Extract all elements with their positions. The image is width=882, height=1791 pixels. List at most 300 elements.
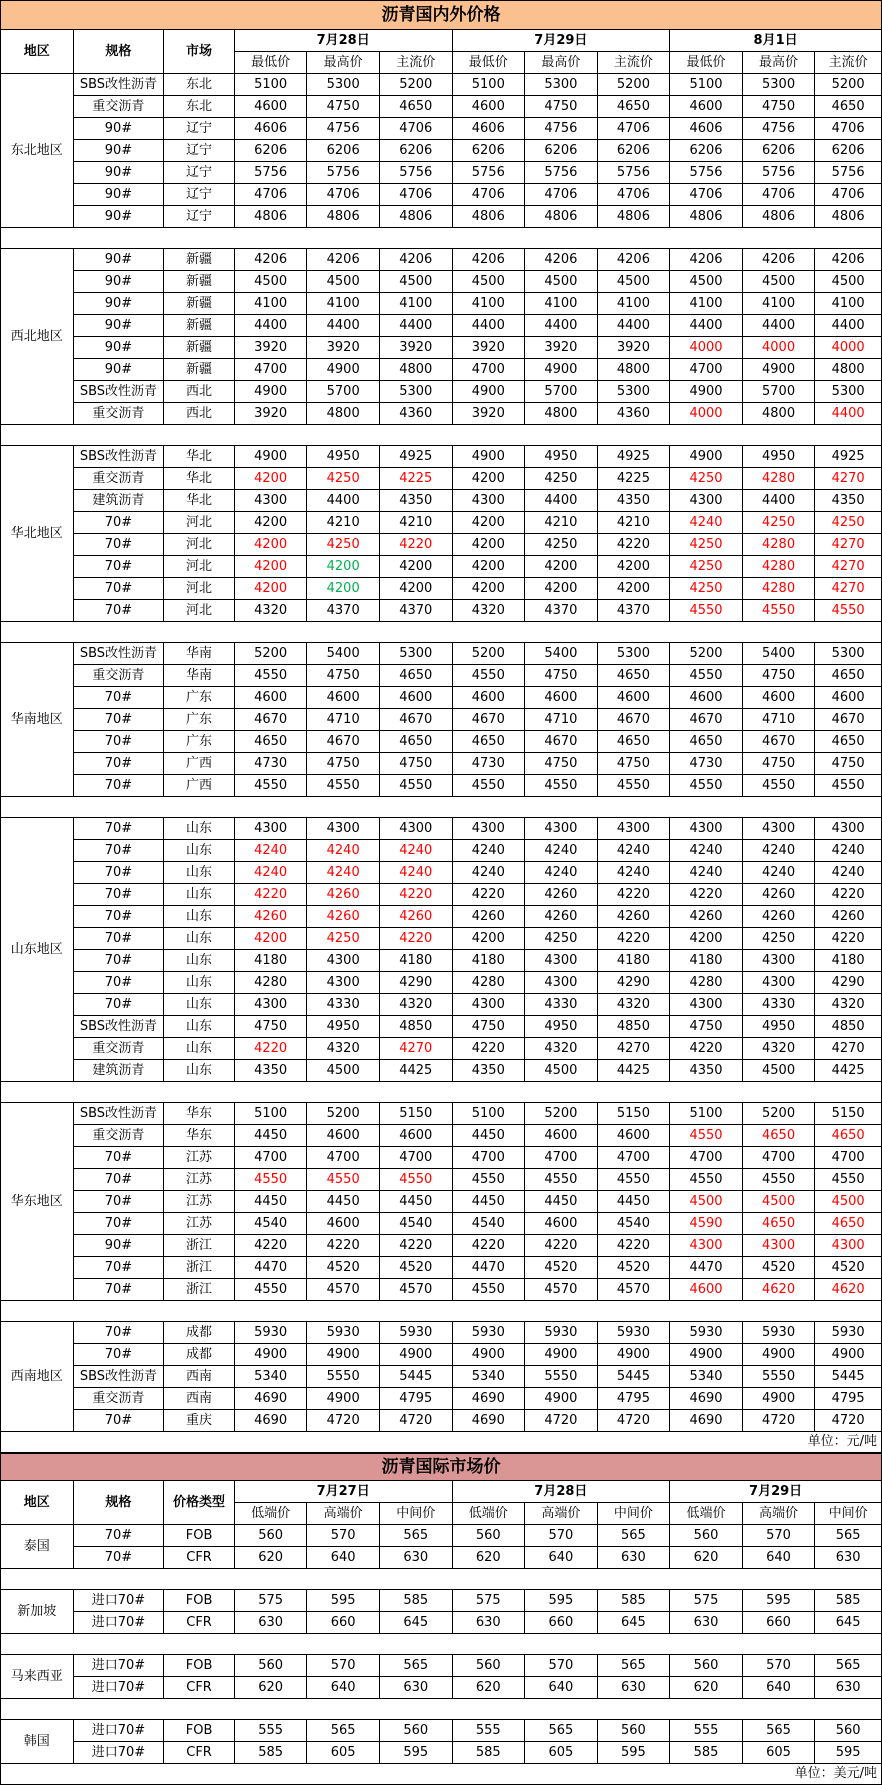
price-cell: 620 <box>452 1547 525 1569</box>
price-cell: 4700 <box>815 1147 882 1169</box>
price-cell: 4795 <box>379 1388 452 1410</box>
price-cell: 4200 <box>525 578 598 600</box>
region-cell: 西北地区 <box>1 249 74 425</box>
price-cell: 4806 <box>307 206 380 228</box>
price-cell: 4240 <box>452 840 525 862</box>
table-row <box>1 1147 882 1169</box>
separator-row <box>1 622 882 643</box>
price-cell: 4600 <box>307 687 380 709</box>
price-cell: 4550 <box>742 1169 815 1191</box>
price-cell: 4100 <box>307 293 380 315</box>
table-row <box>1 140 882 162</box>
price-cell: 640 <box>525 1677 598 1699</box>
price-cell: 4100 <box>670 293 743 315</box>
market-cell: 成都 <box>164 1344 235 1366</box>
header-date-3: 8月1日 <box>670 30 882 52</box>
price-cell: 4750 <box>234 1016 307 1038</box>
price-cell: 5445 <box>597 1366 670 1388</box>
price-cell: 4950 <box>742 1016 815 1038</box>
price-cell: 4210 <box>525 512 598 534</box>
table-row <box>1 249 882 271</box>
market-cell: 山东 <box>164 906 235 928</box>
price-cell: 4730 <box>452 753 525 775</box>
price-cell: 4900 <box>525 1388 598 1410</box>
price-cell: 5200 <box>234 643 307 665</box>
spec-cell: 90# <box>73 140 164 162</box>
price-cell: 4180 <box>815 950 882 972</box>
market-cell: 浙江 <box>164 1279 235 1301</box>
price-cell: 640 <box>307 1547 380 1569</box>
price-cell: 4220 <box>379 1235 452 1257</box>
price-cell: 5756 <box>815 162 882 184</box>
spec-cell: 进口70# <box>73 1612 164 1634</box>
spec-cell: 70# <box>73 884 164 906</box>
market-cell: 华北 <box>164 490 235 512</box>
sub-header: 最高价 <box>307 52 380 74</box>
price-cell: 4370 <box>307 600 380 622</box>
price-cell: 4180 <box>379 950 452 972</box>
table-row <box>1 1547 882 1569</box>
price-cell: 4600 <box>307 1213 380 1235</box>
price-cell: 5200 <box>670 643 743 665</box>
price-cell: 4500 <box>670 271 743 293</box>
market-cell: 河北 <box>164 512 235 534</box>
price-cell: 565 <box>742 1720 815 1742</box>
spec-cell: 重交沥青 <box>73 468 164 490</box>
spec-cell: 90# <box>73 337 164 359</box>
price-cell: 4400 <box>742 490 815 512</box>
price-cell: 4520 <box>742 1257 815 1279</box>
price-cell: 5445 <box>815 1366 882 1388</box>
price-cell: 4250 <box>670 556 743 578</box>
price-cell: 5400 <box>307 643 380 665</box>
price-cell: 4650 <box>379 731 452 753</box>
price-cell: 4550 <box>670 775 743 797</box>
spec-cell: 90# <box>73 359 164 381</box>
price-cell: 5930 <box>815 1322 882 1344</box>
price-cell: 560 <box>670 1525 743 1547</box>
price-cell: 4320 <box>307 1038 380 1060</box>
price-cell: 4260 <box>742 906 815 928</box>
price-cell: 4806 <box>452 206 525 228</box>
price-cell: 4300 <box>742 972 815 994</box>
price-cell: 4250 <box>307 468 380 490</box>
price-cell: 595 <box>815 1742 882 1764</box>
price-cell: 4806 <box>234 206 307 228</box>
price-type-cell: CFR <box>164 1677 235 1699</box>
price-cell: 3920 <box>234 337 307 359</box>
table-row <box>1 1655 882 1677</box>
price-cell: 560 <box>670 1655 743 1677</box>
separator-row <box>1 1699 882 1720</box>
price-cell: 4690 <box>670 1388 743 1410</box>
price-cell: 4180 <box>597 950 670 972</box>
sub-header: 主流价 <box>379 52 452 74</box>
price-cell: 5756 <box>670 162 743 184</box>
price-cell: 4300 <box>452 994 525 1016</box>
price-cell: 4450 <box>452 1125 525 1147</box>
price-cell: 595 <box>525 1590 598 1612</box>
table-row <box>1 1103 882 1125</box>
price-cell: 570 <box>307 1655 380 1677</box>
price-cell: 4600 <box>452 687 525 709</box>
price-cell: 4700 <box>379 1147 452 1169</box>
price-cell: 4700 <box>670 359 743 381</box>
price-cell: 4620 <box>742 1279 815 1301</box>
price-cell: 4200 <box>234 578 307 600</box>
table-row <box>1 1388 882 1410</box>
price-cell: 4795 <box>597 1388 670 1410</box>
table-row <box>1 1279 882 1301</box>
price-cell: 4500 <box>742 1060 815 1082</box>
price-cell: 4850 <box>815 1016 882 1038</box>
price-cell: 4200 <box>452 928 525 950</box>
price-cell: 4700 <box>742 1147 815 1169</box>
price-cell: 4706 <box>815 118 882 140</box>
market-cell: 山东 <box>164 1038 235 1060</box>
price-cell: 4500 <box>525 271 598 293</box>
price-cell: 4330 <box>525 994 598 1016</box>
price-cell: 4320 <box>234 600 307 622</box>
price-cell: 4250 <box>742 928 815 950</box>
price-cell: 4206 <box>379 249 452 271</box>
table-row <box>1 775 882 797</box>
price-cell: 4200 <box>452 578 525 600</box>
price-cell: 4450 <box>597 1191 670 1213</box>
price-cell: 640 <box>742 1677 815 1699</box>
price-cell: 5756 <box>234 162 307 184</box>
price-cell: 4450 <box>307 1191 380 1213</box>
market-cell: 浙江 <box>164 1257 235 1279</box>
price-cell: 4750 <box>525 96 598 118</box>
price-cell: 4206 <box>525 249 598 271</box>
price-cell: 4240 <box>742 840 815 862</box>
price-cell: 5930 <box>525 1322 598 1344</box>
spec-cell: 70# <box>73 578 164 600</box>
spec-cell: 70# <box>73 687 164 709</box>
separator-row <box>1 1301 882 1322</box>
market-cell: 新疆 <box>164 359 235 381</box>
price-cell: 4550 <box>379 1169 452 1191</box>
table-row <box>1 1410 882 1432</box>
price-cell: 620 <box>670 1677 743 1699</box>
price-cell: 5300 <box>379 381 452 403</box>
price-cell: 4550 <box>597 1169 670 1191</box>
price-cell: 4670 <box>815 709 882 731</box>
price-cell: 4900 <box>742 359 815 381</box>
price-cell: 4240 <box>234 840 307 862</box>
price-cell: 4650 <box>815 96 882 118</box>
price-cell: 4240 <box>670 862 743 884</box>
price-cell: 4400 <box>670 315 743 337</box>
price-cell: 4400 <box>815 315 882 337</box>
price-cell: 4720 <box>525 1410 598 1432</box>
table-row <box>1 972 882 994</box>
price-cell: 4270 <box>815 468 882 490</box>
price-cell: 4570 <box>525 1279 598 1301</box>
price-cell: 595 <box>742 1590 815 1612</box>
price-cell: 4300 <box>670 490 743 512</box>
spec-cell: 重交沥青 <box>73 1038 164 1060</box>
price-cell: 4500 <box>742 271 815 293</box>
price-cell: 5100 <box>452 74 525 96</box>
price-cell: 4180 <box>452 950 525 972</box>
price-cell: 4240 <box>379 862 452 884</box>
price-cell: 4900 <box>307 1344 380 1366</box>
price-cell: 4706 <box>742 184 815 206</box>
price-cell: 6206 <box>234 140 307 162</box>
price-cell: 5200 <box>525 1103 598 1125</box>
market-cell: 西北 <box>164 381 235 403</box>
price-cell: 4700 <box>525 1147 598 1169</box>
price-cell: 4750 <box>742 753 815 775</box>
table-row <box>1 1169 882 1191</box>
price-cell: 4200 <box>234 512 307 534</box>
price-cell: 4200 <box>452 512 525 534</box>
price-cell: 4550 <box>452 1279 525 1301</box>
header-spec: 规格 <box>73 30 164 74</box>
price-cell: 585 <box>234 1742 307 1764</box>
price-cell: 3920 <box>307 337 380 359</box>
price-cell: 4600 <box>307 1125 380 1147</box>
market-cell: 河北 <box>164 578 235 600</box>
price-cell: 4250 <box>670 578 743 600</box>
price-cell: 4200 <box>307 556 380 578</box>
price-cell: 4320 <box>452 600 525 622</box>
price-cell: 4220 <box>452 884 525 906</box>
market-cell: 新疆 <box>164 249 235 271</box>
price-cell: 570 <box>742 1655 815 1677</box>
price-cell: 640 <box>525 1547 598 1569</box>
price-cell: 4900 <box>379 1344 452 1366</box>
spec-cell: 90# <box>73 118 164 140</box>
price-cell: 5550 <box>742 1366 815 1388</box>
price-cell: 5756 <box>742 162 815 184</box>
price-cell: 4000 <box>670 337 743 359</box>
price-cell: 4260 <box>670 906 743 928</box>
price-cell: 6206 <box>525 140 598 162</box>
price-cell: 4260 <box>742 884 815 906</box>
market-cell: 河北 <box>164 600 235 622</box>
market-cell: 辽宁 <box>164 162 235 184</box>
market-cell: 辽宁 <box>164 184 235 206</box>
price-cell: 4400 <box>525 315 598 337</box>
spec-cell: 70# <box>73 600 164 622</box>
price-cell: 4650 <box>815 731 882 753</box>
price-cell: 4300 <box>742 818 815 840</box>
price-cell: 4320 <box>597 994 670 1016</box>
market-cell: 山东 <box>164 1060 235 1082</box>
price-cell: 4240 <box>452 862 525 884</box>
price-cell: 4270 <box>597 1038 670 1060</box>
price-cell: 4650 <box>815 1213 882 1235</box>
separator-row <box>1 1634 882 1655</box>
price-cell: 4540 <box>234 1213 307 1235</box>
price-cell: 4706 <box>597 118 670 140</box>
spec-cell: SBS改性沥青 <box>73 1103 164 1125</box>
price-cell: 5700 <box>742 381 815 403</box>
price-cell: 4220 <box>597 928 670 950</box>
price-cell: 4900 <box>234 446 307 468</box>
price-cell: 4670 <box>379 709 452 731</box>
price-cell: 630 <box>452 1612 525 1634</box>
price-cell: 4220 <box>379 884 452 906</box>
price-cell: 4650 <box>742 1125 815 1147</box>
price-cell: 4220 <box>452 1038 525 1060</box>
price-cell: 4370 <box>525 600 598 622</box>
price-cell: 4260 <box>597 906 670 928</box>
price-cell: 4700 <box>234 1147 307 1169</box>
price-cell: 4500 <box>597 271 670 293</box>
market-cell: 广东 <box>164 687 235 709</box>
price-cell: 5550 <box>525 1366 598 1388</box>
price-cell: 4806 <box>670 206 743 228</box>
price-cell: 4220 <box>670 884 743 906</box>
price-cell: 4550 <box>307 775 380 797</box>
price-cell: 630 <box>597 1677 670 1699</box>
price-type-cell: FOB <box>164 1525 235 1547</box>
price-cell: 4600 <box>742 687 815 709</box>
spec-cell: 90# <box>73 162 164 184</box>
spec-cell: 建筑沥青 <box>73 1060 164 1082</box>
price-cell: 4370 <box>597 600 670 622</box>
price-cell: 560 <box>597 1720 670 1742</box>
price-cell: 4225 <box>597 468 670 490</box>
table-row <box>1 1016 882 1038</box>
price-cell: 4220 <box>815 928 882 950</box>
price-cell: 4925 <box>597 446 670 468</box>
price-cell: 595 <box>597 1742 670 1764</box>
price-cell: 4500 <box>815 271 882 293</box>
price-cell: 5200 <box>742 1103 815 1125</box>
price-cell: 4500 <box>742 1191 815 1213</box>
price-cell: 4000 <box>742 337 815 359</box>
price-cell: 4350 <box>452 1060 525 1082</box>
price-cell: 4450 <box>525 1191 598 1213</box>
table-row <box>1 490 882 512</box>
price-cell: 4550 <box>379 775 452 797</box>
spec-cell: 建筑沥青 <box>73 490 164 512</box>
price-cell: 5200 <box>597 74 670 96</box>
price-cell: 4250 <box>742 512 815 534</box>
price-cell: 4270 <box>379 1038 452 1060</box>
price-cell: 575 <box>670 1590 743 1612</box>
price-cell: 4750 <box>452 1016 525 1038</box>
price-cell: 4900 <box>670 446 743 468</box>
price-cell: 570 <box>525 1655 598 1677</box>
price-cell: 4900 <box>525 1344 598 1366</box>
sub-header: 最低价 <box>452 52 525 74</box>
price-cell: 5445 <box>379 1366 452 1388</box>
price-cell: 605 <box>307 1742 380 1764</box>
price-cell: 620 <box>670 1547 743 1569</box>
spec-cell: 70# <box>73 753 164 775</box>
price-cell: 570 <box>742 1525 815 1547</box>
region-cell: 华北地区 <box>1 446 74 622</box>
price-cell: 4320 <box>815 994 882 1016</box>
price-cell: 6206 <box>815 140 882 162</box>
price-cell: 4300 <box>815 1235 882 1257</box>
price-cell: 4670 <box>234 709 307 731</box>
price-cell: 4900 <box>670 381 743 403</box>
price-cell: 4240 <box>379 840 452 862</box>
price-cell: 4730 <box>670 753 743 775</box>
price-cell: 4206 <box>670 249 743 271</box>
price-cell: 4250 <box>525 468 598 490</box>
price-cell: 4250 <box>815 512 882 534</box>
intl-header-date-2: 7月28日 <box>452 1481 670 1503</box>
price-cell: 4206 <box>742 249 815 271</box>
price-cell: 4550 <box>452 1169 525 1191</box>
market-cell: 山东 <box>164 994 235 1016</box>
price-cell: 4706 <box>307 184 380 206</box>
price-cell: 4550 <box>670 1125 743 1147</box>
header-date-2: 7月29日 <box>452 30 670 52</box>
spec-cell: 70# <box>73 928 164 950</box>
price-cell: 4400 <box>307 315 380 337</box>
price-cell: 4300 <box>452 818 525 840</box>
international-price-table <box>0 1453 882 1785</box>
price-cell: 4330 <box>742 994 815 1016</box>
price-cell: 5100 <box>670 74 743 96</box>
price-cell: 4700 <box>452 359 525 381</box>
price-cell: 4250 <box>525 928 598 950</box>
price-cell: 4220 <box>597 884 670 906</box>
price-cell: 3920 <box>379 337 452 359</box>
price-cell: 4570 <box>379 1279 452 1301</box>
sub-header: 高端价 <box>307 1503 380 1525</box>
table-row <box>1 1742 882 1764</box>
sub-header: 低端价 <box>234 1503 307 1525</box>
table-row <box>1 818 882 840</box>
price-cell: 560 <box>815 1720 882 1742</box>
price-cell: 5300 <box>307 74 380 96</box>
market-cell: 辽宁 <box>164 140 235 162</box>
price-cell: 4425 <box>815 1060 882 1082</box>
intl-header-spec: 规格 <box>73 1481 164 1525</box>
price-cell: 4806 <box>379 206 452 228</box>
region-cell: 华东地区 <box>1 1103 74 1301</box>
price-cell: 4706 <box>815 184 882 206</box>
price-cell: 4650 <box>597 96 670 118</box>
table-row <box>1 1344 882 1366</box>
price-cell: 4240 <box>307 840 380 862</box>
price-cell: 4240 <box>670 840 743 862</box>
price-cell: 4720 <box>815 1410 882 1432</box>
market-cell: 新疆 <box>164 271 235 293</box>
price-cell: 4220 <box>597 534 670 556</box>
header-region: 地区 <box>1 30 74 74</box>
price-cell: 5100 <box>234 1103 307 1125</box>
price-cell: 4280 <box>742 468 815 490</box>
table-row <box>1 1590 882 1612</box>
price-cell: 4706 <box>525 184 598 206</box>
price-cell: 630 <box>597 1547 670 1569</box>
price-cell: 4756 <box>525 118 598 140</box>
price-cell: 4300 <box>670 994 743 1016</box>
price-cell: 4450 <box>234 1125 307 1147</box>
price-cell: 4650 <box>234 731 307 753</box>
spec-cell: 70# <box>73 862 164 884</box>
price-cell: 645 <box>597 1612 670 1634</box>
table-row <box>1 994 882 1016</box>
spec-cell: 进口70# <box>73 1720 164 1742</box>
market-cell: 新疆 <box>164 337 235 359</box>
price-cell: 5200 <box>379 74 452 96</box>
price-cell: 4520 <box>815 1257 882 1279</box>
price-cell: 4900 <box>452 446 525 468</box>
price-cell: 4360 <box>597 403 670 425</box>
